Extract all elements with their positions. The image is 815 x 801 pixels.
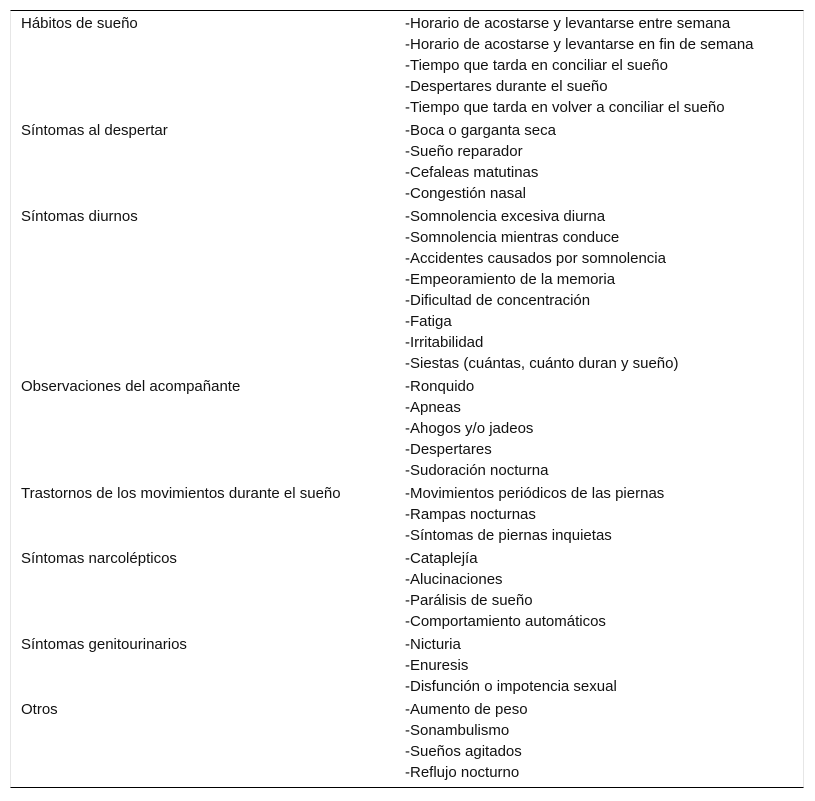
table-row xyxy=(11,206,803,376)
list-item: -Sueño reparador xyxy=(405,143,523,160)
table-row xyxy=(11,120,803,206)
category-cell: Síntomas narcolépticos xyxy=(21,550,177,567)
list-item: -Disfunción o impotencia sexual xyxy=(405,678,617,695)
list-item: -Ahogos y/o jadeos xyxy=(405,420,534,437)
table-row xyxy=(11,483,803,548)
list-item: -Comportamiento automáticos xyxy=(405,613,606,630)
list-item: -Cataplejía xyxy=(405,550,478,567)
list-item: -Irritabilidad xyxy=(405,334,484,351)
items-cell xyxy=(395,699,803,785)
table-row xyxy=(11,634,803,699)
list-item: -Somnolencia excesiva diurna xyxy=(405,208,606,225)
items-cell xyxy=(395,634,803,699)
items-cell xyxy=(395,120,803,206)
list-item: -Ronquido xyxy=(405,378,475,395)
list-item: -Horario de acostarse y levantarse en fin de semana xyxy=(405,36,754,53)
table-row xyxy=(11,13,803,120)
table-row xyxy=(11,376,803,483)
items-cell xyxy=(395,483,803,548)
list-item: -Apneas xyxy=(405,399,461,416)
list-item: -Síntomas de piernas inquietas xyxy=(405,527,612,544)
category-cell: Síntomas diurnos xyxy=(21,208,138,225)
list-item: -Despertares durante el sueño xyxy=(405,78,608,95)
list-item: -Empeoramiento de la memoria xyxy=(405,271,616,288)
items-cell xyxy=(395,376,803,483)
list-item: -Sueños agitados xyxy=(405,743,522,760)
category-cell: Observaciones del acompañante xyxy=(21,378,241,395)
table-body xyxy=(11,13,803,785)
list-item: -Boca o garganta seca xyxy=(405,122,556,139)
list-item: -Enuresis xyxy=(405,657,469,674)
list-item: -Reflujo nocturno xyxy=(405,764,520,781)
sleep-history-table xyxy=(11,13,803,785)
list-item: -Despertares xyxy=(405,441,492,458)
table-row xyxy=(11,699,803,785)
list-item: -Parálisis de sueño xyxy=(405,592,533,609)
list-item: -Siestas (cuántas, cuánto duran y sueño) xyxy=(405,355,679,372)
list-item: -Movimientos periódicos de las piernas xyxy=(405,485,665,502)
table-row xyxy=(11,548,803,634)
list-item: -Alucinaciones xyxy=(405,571,503,588)
list-item: -Tiempo que tarda en volver a conciliar el sueño xyxy=(405,99,725,116)
list-item: -Sonambulismo xyxy=(405,722,510,739)
list-item: -Dificultad de concentración xyxy=(405,292,591,309)
items-cell xyxy=(395,13,803,120)
list-item: -Sudoración nocturna xyxy=(405,462,549,479)
category-cell: Otros xyxy=(21,701,58,718)
list-item: -Congestión nasal xyxy=(405,185,526,202)
list-item: -Cefaleas matutinas xyxy=(405,164,539,181)
list-item: -Tiempo que tarda en conciliar el sueño xyxy=(405,57,668,74)
items-cell xyxy=(395,548,803,634)
list-item: -Somnolencia mientras conduce xyxy=(405,229,620,246)
list-item: -Aumento de peso xyxy=(405,701,528,718)
list-item: -Horario de acostarse y levantarse entre semana xyxy=(405,15,731,32)
category-cell: Síntomas genitourinarios xyxy=(21,636,187,653)
list-item: -Accidentes causados por somnolencia xyxy=(405,250,666,267)
list-item: -Fatiga xyxy=(405,313,452,330)
list-item: -Rampas nocturnas xyxy=(405,506,536,523)
category-cell: Hábitos de sueño xyxy=(21,15,138,32)
category-cell: Trastornos de los movimientos durante el sueño xyxy=(21,485,341,502)
sleep-history-table-container xyxy=(10,10,804,788)
category-cell: Síntomas al despertar xyxy=(21,122,168,139)
list-item: -Nicturia xyxy=(405,636,461,653)
items-cell xyxy=(395,206,803,376)
